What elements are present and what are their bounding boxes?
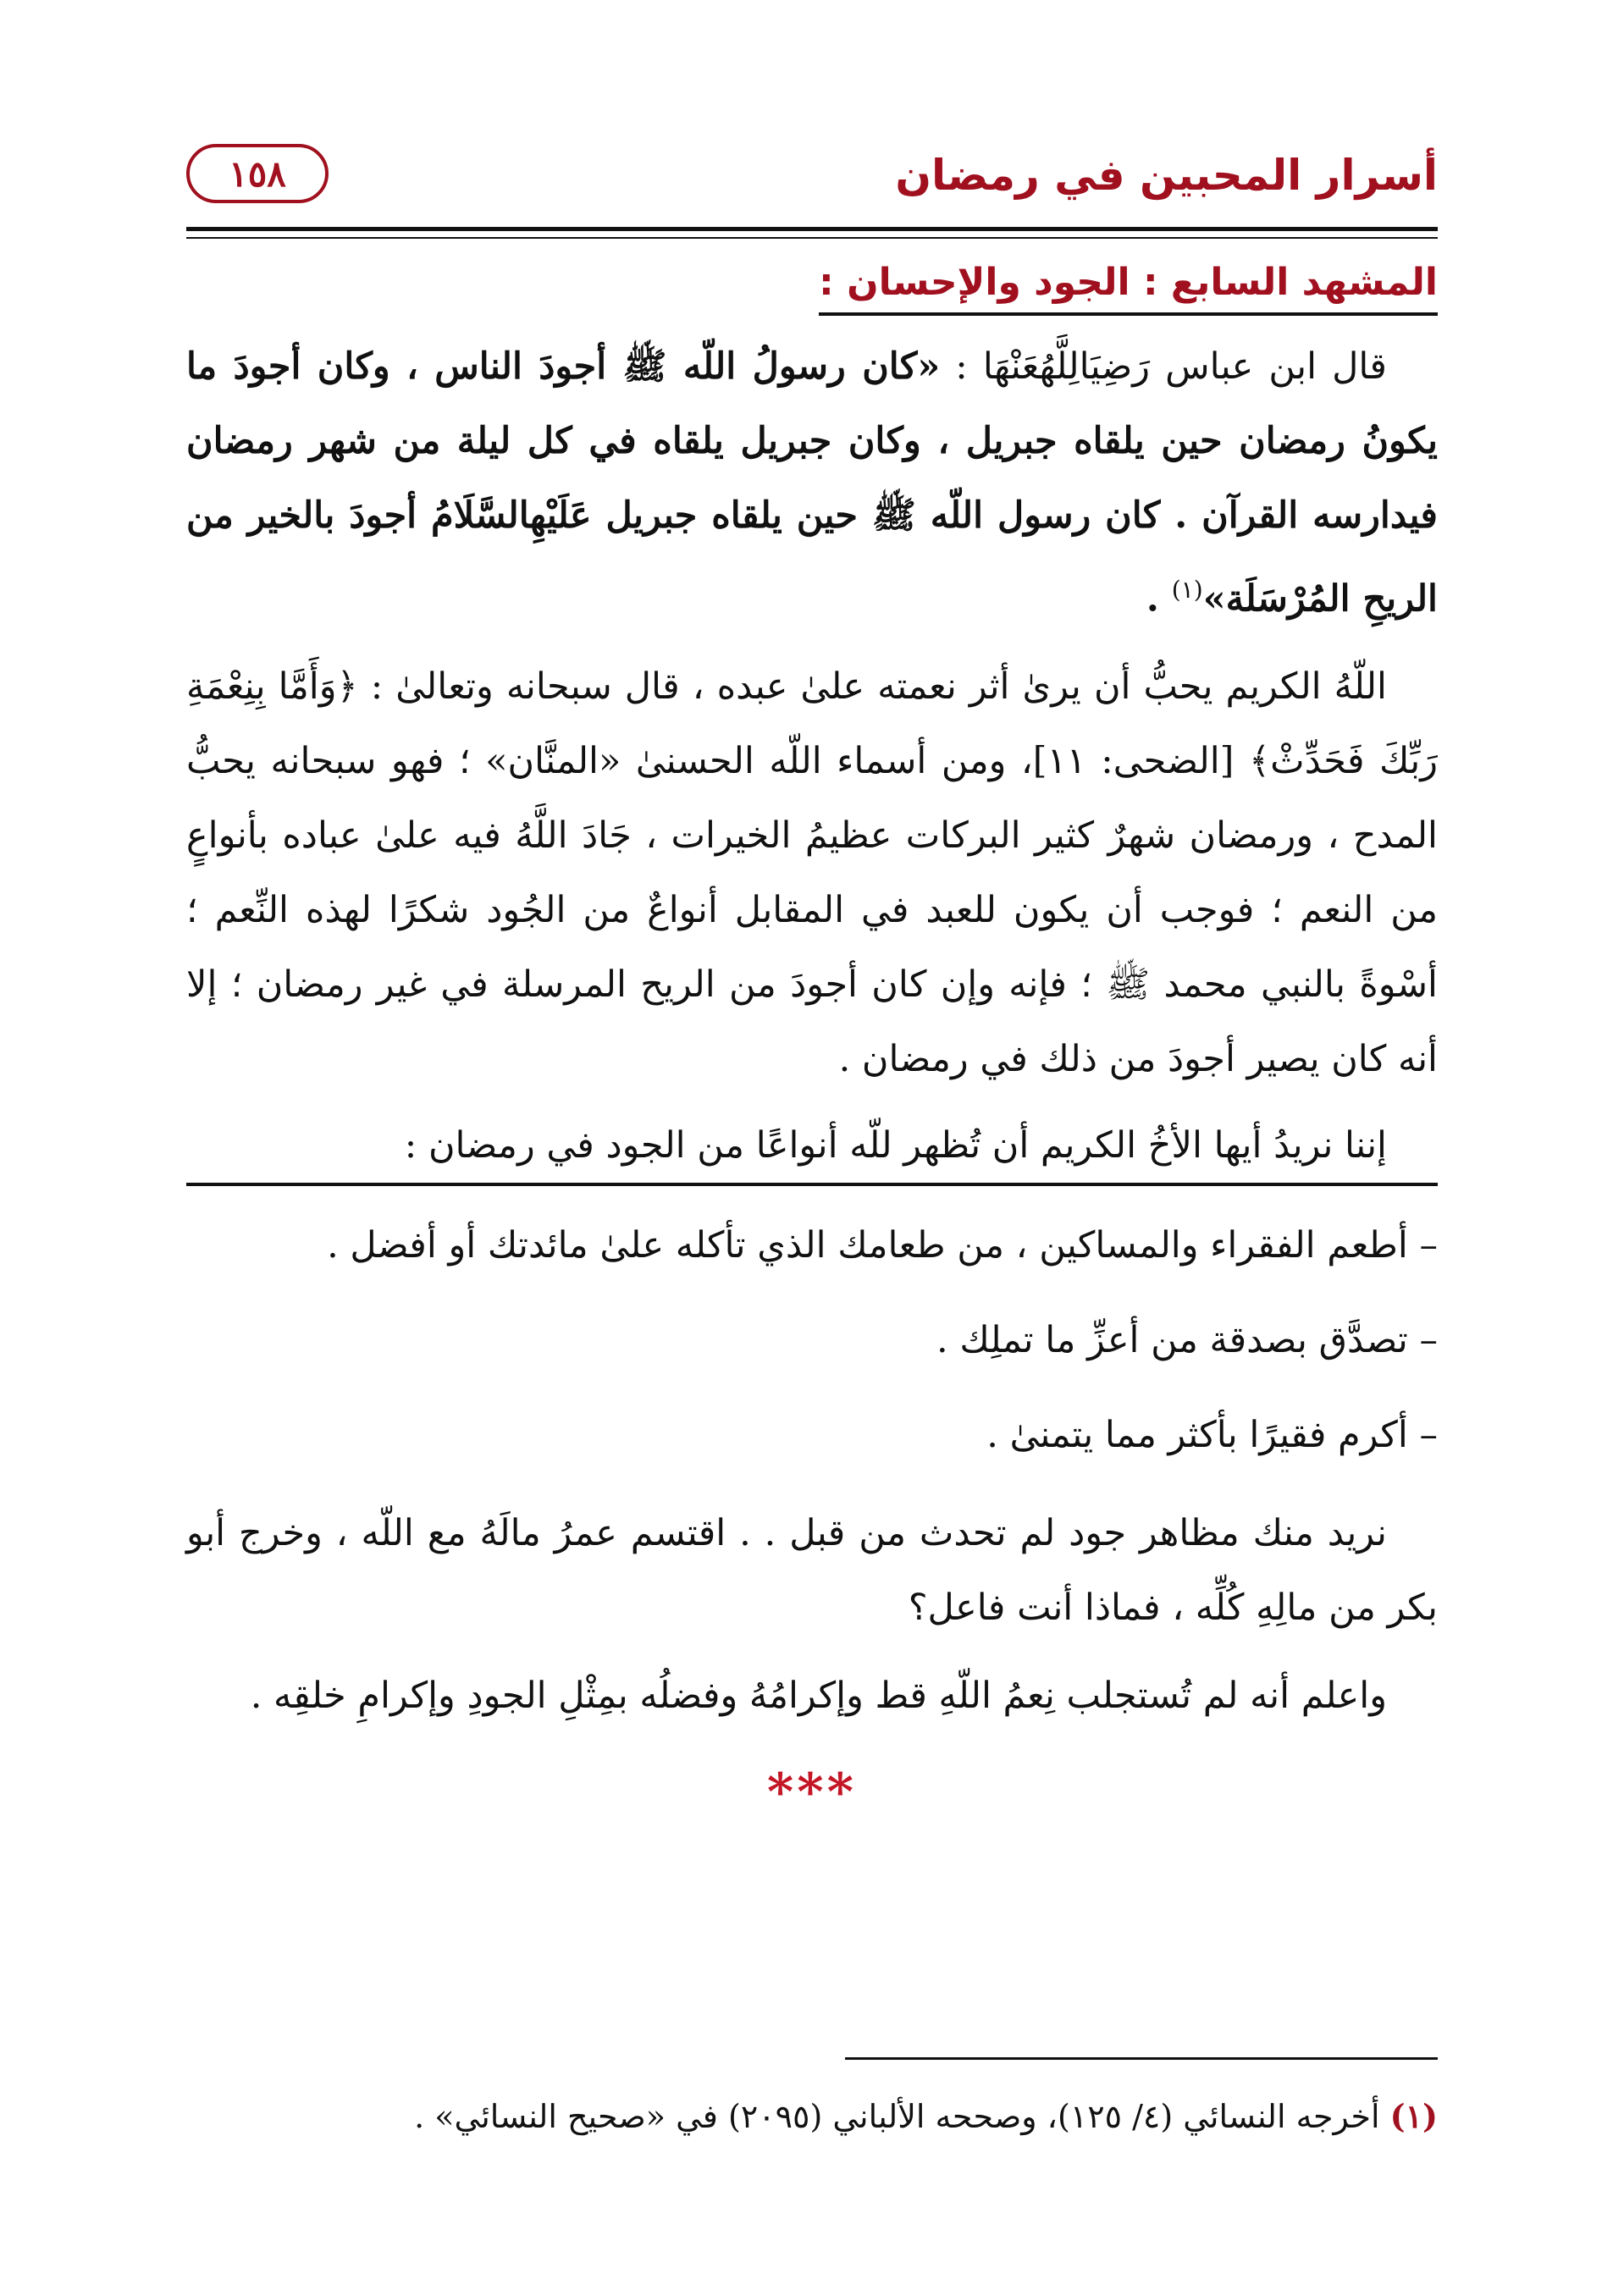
footnote (186, 2091, 1438, 2142)
list-item: – تصدَّق بصدقة من أعزِّ ما تملِك . (936, 1319, 1438, 1362)
footnote-number: (١) (1389, 2097, 1438, 2135)
hadith-intro: قال ابن عباس رَضِيَالِلَّهُعَنْهَا : (940, 345, 1387, 388)
paragraph-conclusion: واعلم أنه لم تُستجلب نِعمُ اللّهِ قط وإكرامُهُ وفضلُه بمِثْلِ الجودِ وإكرامِ خلقِه . (250, 1675, 1387, 1718)
section-heading: المشهد السابع : الجود والإحسان : (819, 261, 1438, 316)
paragraph-examples: نريد منك مظاهر جود لم تحدث من قبل . . اقتسم عمرُ مالَهُ مع اللّه ، وخرج أبو بكر من مالِهِ كُلِّه ، فماذا أنت فاعل؟ (186, 1512, 1438, 1630)
hadith-paragraph (186, 329, 1438, 636)
book-title: أسرار المحبين في رمضان (895, 151, 1438, 200)
page-header (186, 144, 1438, 220)
page-content (186, 254, 1438, 1826)
hadith-text: «كان رسولُ اللّه ﷺ أجودَ الناس ، وكان أجودَ ما يكونُ رمضان حين يلقاه جبريل ، وكان جبريل يلقاه في كل ليلة من شهر رمضان فيدارسه القرآن . كان رسول اللّه ﷺ حين يلقاه جبريل عَلَيْهِالسَّلَامُ أجودَ بالخير من الريحِ المُرْسَلَة» (186, 345, 1438, 621)
header-rule-thick (186, 227, 1438, 231)
paragraph-generosity: اللّهُ الكريم يحبُّ أن يرىٰ أثر نعمته علىٰ عبده ، قال سبحانه وتعالىٰ : ﴿وَأَمَّا بِنِعْمَةِ رَبِّكَ فَحَدِّثْ﴾ [الضحى: ١١]، ومن أسماء اللّه الحسنىٰ «المنَّان» ؛ فهو سبحانه يحبُّ المدح ، ورمضان شهرٌ كثير البركات عظيمُ الخيرات ، جَادَ اللَّهُ فيه علىٰ عباده بأنواعٍ من النعم ؛ فوجب أن يكون للعبد في المقابل أنواعٌ من الجُود شكرًا لهذه النِّعم ؛ أسْوةً بالنبي محمد ﷺ ؛ فإنه وإن كان أجودَ من الريح المرسلة في غير رمضان ؛ إلا أنه كان يصير أجودَ من ذلك في رمضان . (186, 665, 1438, 1081)
list-item: – أطعم الفقراء والمساكين ، من طعامك الذي تأكله علىٰ مائدتك أو أفضل . (327, 1224, 1438, 1267)
header-rule-thin (186, 237, 1438, 239)
footnote-reference: (١) (1171, 576, 1203, 604)
generosity-list (186, 1198, 1438, 1482)
hadith-end: . (1146, 577, 1172, 621)
footnote-text: أخرجه النسائي (٤/ ١٢٥)، وصححه الألباني (٢٠٩٥) في «صحيح النسائي» . (414, 2098, 1390, 2135)
list-item: – أكرم فقيرًا بأكثر مما يتمنىٰ . (986, 1414, 1438, 1457)
page-number-badge: ١٥٨ (186, 144, 329, 203)
footnote-rule (845, 2057, 1438, 2060)
section-separator-stars: *** (766, 1763, 858, 1823)
subheading-kinds-of-generosity: إننا نريدُ أيها الأخُ الكريم أن تُظهر للّه أنواعًا من الجود في رمضان : (186, 1112, 1438, 1186)
